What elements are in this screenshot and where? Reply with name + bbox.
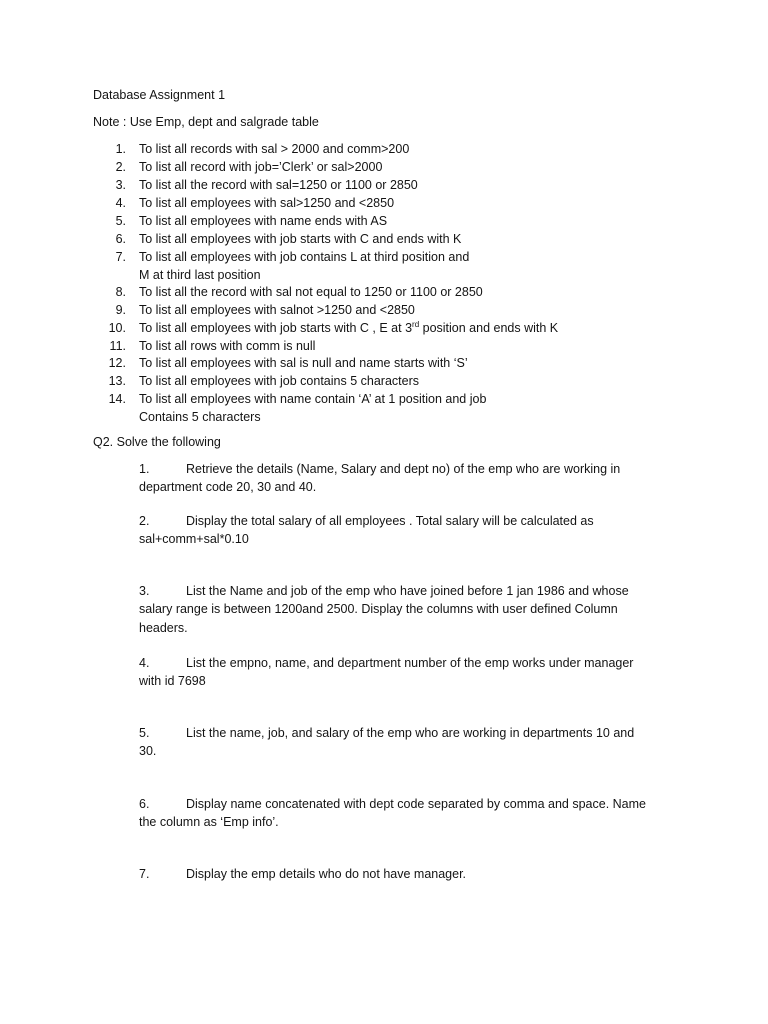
list-item-text-part: position and ends with K xyxy=(419,321,559,335)
question-text: Display name concatenated with dept code separated by comma and space. Name xyxy=(186,797,646,811)
list-item-number: 3. xyxy=(115,178,126,192)
list-item-text: To list all employees with salnot >1250 and <2850 xyxy=(139,303,415,317)
q2-heading: Q2. Solve the following xyxy=(93,435,221,449)
list-item-text: To list all the record with sal=1250 or 1100 or 2850 xyxy=(139,178,418,192)
question-text: Display the total salary of all employees . Total salary will be calculated as xyxy=(186,514,594,528)
question-text-continued: sal+comm+sal*0.10 xyxy=(139,532,249,546)
note-line: Note : Use Emp, dept and salgrade table xyxy=(93,115,319,129)
question-text-continued: salary range is between 1200and 2500. Display the columns with user defined Column xyxy=(139,602,618,616)
list-item-text: To list all employees with job contains L at third position and xyxy=(139,250,470,264)
question-text-continued: department code 20, 30 and 40. xyxy=(139,480,317,494)
list-item-number: 8. xyxy=(115,285,126,299)
list-item-text-continued: M at third last position xyxy=(139,268,261,282)
question-text-continued: 30. xyxy=(139,744,157,758)
question-number: 7. xyxy=(139,867,150,881)
list-item-number: 1. xyxy=(115,142,126,156)
list-item-text: To list all employees with job contains 5 characters xyxy=(139,374,419,388)
question-text: List the name, job, and salary of the emp who are working in departments 10 and xyxy=(186,726,635,740)
list-item-text: To list all employees with name contain ‘A’ at 1 position and job xyxy=(139,392,487,406)
list-item-number: 11. xyxy=(109,339,126,353)
list-item-number: 13. xyxy=(108,374,126,388)
question-number: 3. xyxy=(139,584,150,598)
list-item-text: To list all employees with name ends with AS xyxy=(139,214,388,228)
question-number: 5. xyxy=(139,726,150,740)
list-item-text: To list all employees with sal>1250 and <2850 xyxy=(139,196,395,210)
superscript-ordinal: rd xyxy=(412,320,420,329)
list-item-text-continued: Contains 5 characters xyxy=(139,410,261,424)
list-item-number: 9. xyxy=(115,303,126,317)
list-item-number: 14. xyxy=(108,392,126,406)
question-number: 2. xyxy=(139,514,150,528)
list-item-number: 7. xyxy=(115,250,126,264)
list-item-text: To list all employees with sal is null and name starts with ‘S’ xyxy=(139,356,468,370)
question-text: List the empno, name, and department number of the emp works under manager xyxy=(186,656,634,670)
list-item-number: 5. xyxy=(115,214,126,228)
question-text-continued: headers. xyxy=(139,621,188,635)
list-item-number: 6. xyxy=(115,232,126,246)
question-text: List the Name and job of the emp who have joined before 1 jan 1986 and whose xyxy=(186,584,629,598)
list-item-text: To list all rows with comm is null xyxy=(139,339,316,353)
list-item-text: To list all records with sal > 2000 and comm>200 xyxy=(139,142,410,156)
question-number: 6. xyxy=(139,797,150,811)
list-item-number: 4. xyxy=(115,196,126,210)
list-item-text-part: To list all employees with job starts with C , E at 3 xyxy=(139,321,413,335)
list-item-text: To list all record with job=’Clerk’ or sal>2000 xyxy=(139,160,383,174)
list-item-number: 10. xyxy=(108,321,126,335)
list-item-number: 12. xyxy=(108,356,126,370)
question-text-continued: with id 7698 xyxy=(139,674,206,688)
question-text-continued: the column as ‘Emp info’. xyxy=(139,815,279,829)
list-item-text: To list all the record with sal not equal to 1250 or 1100 or 2850 xyxy=(139,285,483,299)
list-item-number: 2. xyxy=(115,160,126,174)
question-text: Retrieve the details (Name, Salary and dept no) of the emp who are working in xyxy=(186,462,621,476)
document-title: Database Assignment 1 xyxy=(93,88,226,102)
question-number: 1. xyxy=(139,462,150,476)
question-text: Display the emp details who do not have manager. xyxy=(186,867,467,881)
list-item-text xyxy=(139,321,558,335)
question-number: 4. xyxy=(139,656,150,670)
list-item-text: To list all employees with job starts with C and ends with K xyxy=(139,232,462,246)
